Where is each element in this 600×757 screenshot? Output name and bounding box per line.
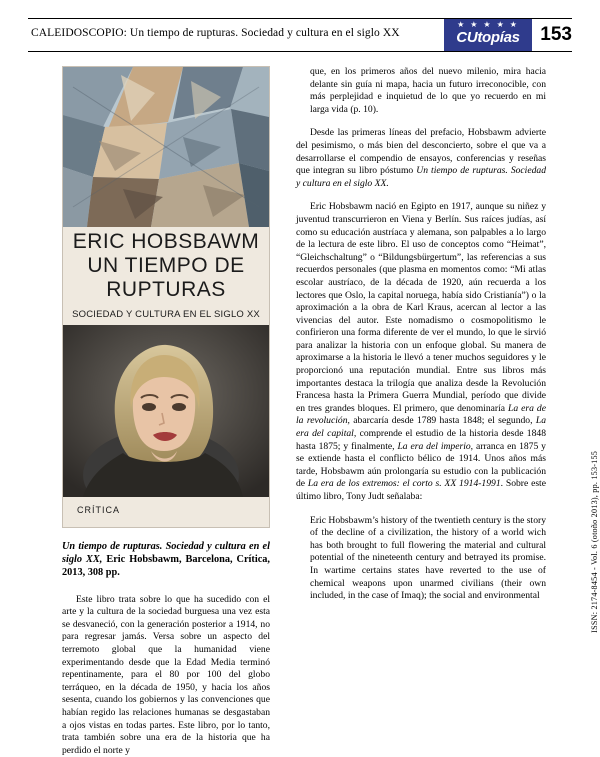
book-cover-image — [62, 66, 270, 528]
cover-title-line2: RUPTURAS — [106, 278, 226, 301]
cover-subtitle: SOCIEDAD Y CULTURA EN EL SIGLO XX — [72, 309, 260, 320]
cover-author: ERIC HOBSBAWM — [72, 230, 260, 253]
caption-details: Eric Hobsbawm, Barcelona, Crítica, 2013, 308 pp. — [62, 554, 270, 579]
caption-title: Un tiempo de rupturas. Sociedad y cultura en el siglo XX, — [62, 541, 270, 566]
journal-running-title: CALEIDOSCOPIO: Un tiempo de rupturas. Sociedad y cultura en el siglo XX — [31, 27, 400, 39]
quote-judt: Eric Hobsbawm’s history of the twentieth century is the story of the decline of a civilization, the history of a world wich has both brought to full flowering the material and cultural potential of the nineteenth century and betrayed its promise. In wartime certains states have reverted to the use of chemical weapons upon unarmed civilians (their own included, in the case of Imaq); the social and environmental — [310, 514, 546, 602]
left-column — [62, 66, 270, 757]
bio-text-2: abarcaría desde 1789 hasta 1848; el segundo, — [349, 415, 536, 427]
cover-title-line1: UN TIEMPO DE — [87, 254, 245, 277]
title-era-revolucion: La era de la revolución, — [296, 402, 546, 427]
cover-publisher: CRÍTICA — [77, 505, 120, 515]
bio-text-5: . Sobre este último libro, Tony Judt señalaba: — [296, 478, 546, 502]
right-column — [296, 66, 546, 614]
paragraph-preface — [296, 127, 546, 190]
logo-text: CUtopías — [456, 29, 520, 46]
quote-continuation: que, en los primeros años del nuevo milenio, mira hacia delante sin guía ni mapa, hacia un futuro irreconocible, con más perplejidad e inquietud de lo que yo recuerdo en mi larga vida (p. 10). — [310, 66, 546, 115]
issn-sidebar: ISSN: 2174-8454 - Vol. 6 (otoño 2013), pp. 153-155 — [590, 450, 599, 633]
paragraph-biography — [296, 201, 546, 503]
title-era-imperio: La era del imperio, — [397, 440, 474, 452]
page-number: 153 — [540, 24, 572, 45]
cutopias-logo — [444, 19, 532, 51]
bio-text-1: Eric Hobsbawm nació en Egipto en 1917, aunque su niñez y juventud transcurrieron en Viena y Berlín. Sus raíces judías, así como su educación austríaca y alemana, son palpables a lo largo de la lectura de este libro. El uso de conceptos como “Heimat”, “Gleichschaltung” o “Bildungsbürgertum”, las referencias a sus recuerdos personales (que plasma en momentos como: “Mi atlas escolar austríaco, de la década de 1920, aún recuerda a los lectores que Oslo, la capital noruega, había sido Cristianía”) o la aproximación a la obra de Karl Kraus, acercan al lector a las vivencias del autor. Este nomadismo o cosmopolitismo le confirieron una forma diferente de ver el mundo, lo que le sirvió para analizar la historia con un enfoque global. Su manera de aproximarse a la historia le llevó a tener muchos seguidores y le proporcionó una reputación mundial. Entre sus libros más importantes destaca la trilogía que analiza desde la Revolución Francesa hasta la Primera Guerra Mundial, período que divide en tres grandes bloques. El primero, que denominaría — [296, 201, 546, 414]
cover-artwork — [63, 67, 269, 227]
cover-photograph — [63, 325, 269, 497]
title-era-capital: La era del capital, — [296, 415, 546, 440]
left-column-paragraph: Este libro trata sobre lo que ha sucedido con el arte y la cultura de la sociedad burguesa una vez esta se desvaneció, con la generación posterior a 1914, no para regresar jamás. Versa sobre un aspecto del terremoto global que la humanidad viene experimentando desde que la Edad Media terminó repentinamente, para el 80 por 100 del globo terráqueo, en la década de 1950, y hacia los años sesenta, cuando los gobiernos y las convenciones que habían regido las relaciones humanas se desgastaban a ojos vistas en todas partes. Este libro, por lo tanto, trata también sobre una era de la historia que ha perdido el norte y — [62, 593, 270, 756]
header-rule-bottom — [28, 51, 572, 52]
title-era-extremos: La era de los extremos: el corto s. XX 1914-1991 — [307, 478, 501, 490]
paragraph-preface-text: Desde las primeras líneas del prefacio, Hobsbawm advierte del pesimismo, o más bien del desconcierto, sobre el que va a desarrollarse el compendio de ensayos, conferencias y reseñas que integran su libro póstumo — [296, 127, 546, 177]
logo-stars: ★ ★ ★ ★ ★ — [457, 20, 519, 29]
figure-caption — [62, 540, 270, 580]
page-header — [28, 18, 572, 52]
bio-text-4: arranca en 1875 y se extiende hasta el conflicto bélico de 1914. Unos años más tarde, Hobsbawm aún prolongaría su estudio con la publicación de — [296, 440, 546, 490]
book-title-italic: Un tiempo de rupturas. Sociedad y cultura en el siglo XX. — [296, 165, 546, 189]
bio-text-3: comprende el estudio de la historia desde 1848 hasta 1875; y finalmente, — [296, 428, 546, 452]
cover-text-block — [63, 230, 269, 320]
